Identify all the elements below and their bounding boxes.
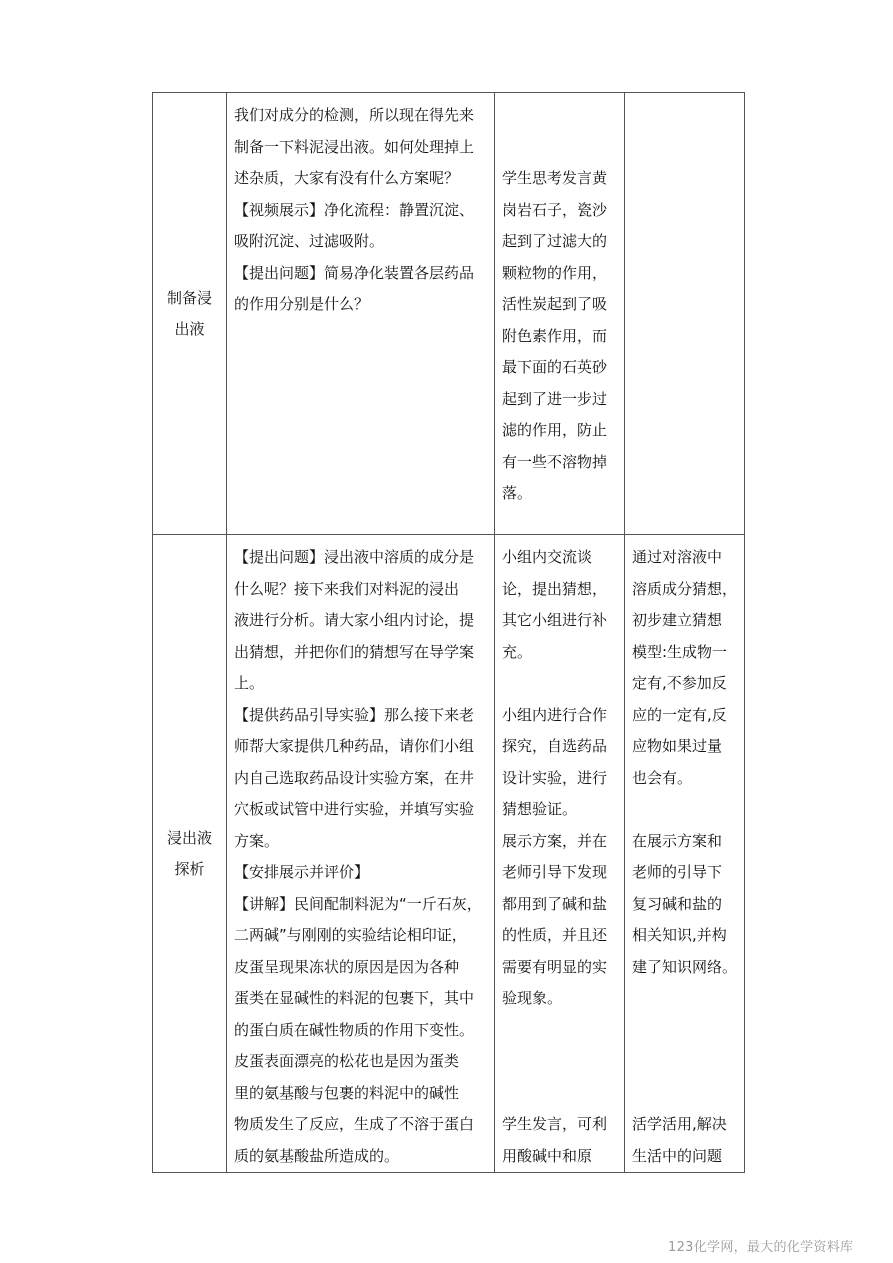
text-line: 用酸碱中和原 (502, 1146, 593, 1165)
text-line: 老师引导下发现 (502, 863, 608, 881)
text-line: 设计实验，进行 (502, 768, 608, 787)
text-line: 质的氨基酸盐所造成的。 (234, 1146, 400, 1165)
blank-line (632, 983, 738, 1015)
text-line: 皮蛋表面漂亮的松花也是因为蛋类 (234, 1052, 460, 1070)
text-line: 相关知识,并构 (632, 926, 727, 944)
text-line: 模型:生成物一 (632, 642, 728, 661)
blank-line (502, 668, 618, 700)
blank-line (502, 1015, 618, 1047)
text-line: 有一些不溶物掉 (502, 452, 608, 471)
design-intent-cell (625, 535, 745, 1173)
text-line: 活学活用,解决 (632, 1115, 727, 1133)
text-line: 方案。 (234, 831, 280, 850)
stage-cell (153, 93, 227, 535)
text-line: 小组内交流谈 (502, 548, 593, 566)
blank-line (632, 794, 738, 826)
text-line: 【提出问题】简易净化装置各层药品 (234, 263, 475, 282)
text-line: 初步建立猜想 (632, 611, 723, 629)
text-line: 附色素作用，而 (502, 326, 608, 345)
text-line: 定有,不参加反 (632, 674, 727, 692)
text-line: 生活中的问题 (632, 1146, 723, 1165)
stage-label-line: 浸出液 (166, 828, 212, 847)
text-line: 最下面的石英砂 (502, 358, 608, 376)
text-line: 老师的引导下 (632, 863, 723, 881)
text-line: 皮蛋呈现果冻状的原因是因为各种 (234, 957, 460, 976)
blank-line (502, 1046, 618, 1078)
text-line: 师帮大家提供几种药品，请你们小组 (234, 737, 475, 755)
text-line: 上。 (234, 674, 265, 692)
text-line: 小组内进行合作 (502, 705, 608, 724)
text-line: 蛋类在显碱性的料泥的包裹下，其中 (234, 989, 475, 1007)
text-line: 也会有。 (632, 768, 693, 787)
blank-line (632, 1078, 738, 1110)
text-line: 的作用分别是什么？ (234, 295, 370, 313)
text-line: 学生思考发言黄 (502, 169, 608, 187)
text-line: 岗岩石子，瓷沙 (502, 200, 608, 219)
text-line: 里的氨基酸与包裹的料泥中的碱性 (234, 1083, 460, 1102)
design-intent-cell (625, 93, 745, 535)
text-line: 【视频展示】净化流程：静置沉淀、 (234, 200, 475, 219)
stage-label-line: 探析 (174, 859, 205, 878)
text-line: 应的一定有,反 (632, 705, 727, 724)
student-activity-cell (495, 535, 625, 1173)
student-activity-cell (495, 93, 625, 535)
text-line: 述杂质，大家有没有什么方案呢？ (234, 169, 460, 187)
text-line: 【安排展示并评价】 (234, 863, 370, 881)
text-line: 内自己选取药品设计实验方案，在井 (234, 768, 475, 787)
text-line: 滤的作用，防止 (502, 421, 608, 439)
blank-line (632, 1015, 738, 1047)
text-line: 【讲解】民间配制料泥为“一斤石灰， (234, 894, 482, 913)
text-line: 充。 (502, 642, 533, 661)
text-line: 吸附沉淀、过滤吸附。 (234, 232, 385, 250)
text-line: 复习碱和盐的 (632, 894, 723, 913)
text-line: 出猜想，并把你们的猜想写在导学案 (234, 642, 475, 661)
stage-cell (153, 535, 227, 1173)
text-line: 我们对成分的检测，所以现在得先来 (234, 106, 475, 124)
text-line: 验现象。 (502, 989, 563, 1007)
text-line: 建了知识网络。 (632, 957, 738, 976)
text-line: 溶质成分猜想， (632, 579, 738, 598)
text-line: 液进行分析。请大家小组内讨论，提 (234, 611, 475, 629)
text-line: 探究，自选药品 (502, 737, 608, 755)
table-row-analysis (153, 535, 745, 1173)
lesson-plan-table (152, 92, 745, 1173)
stage-label-line: 制备浸 (166, 288, 212, 307)
text-line: 物质发生了反应，生成了不溶于蛋白 (234, 1115, 475, 1133)
teacher-activity-cell (227, 535, 495, 1173)
text-line: 猜想验证。 (502, 800, 578, 818)
text-line: 【提供药品引导实验】那么接下来老 (234, 705, 475, 724)
text-line: 论，提出猜想， (502, 579, 608, 598)
text-line: 需要有明显的实 (502, 957, 608, 976)
stage-label-line: 出液 (174, 319, 205, 338)
text-line: 应物如果过量 (632, 737, 723, 755)
text-line: 什么呢？接下来我们对料泥的浸出 (234, 579, 460, 598)
blank-line (502, 1078, 618, 1110)
text-line: 制备一下料泥浸出液。如何处理掉上 (234, 137, 475, 156)
text-line: 活性炭起到了吸 (502, 295, 608, 313)
text-line: 穴板或试管中进行实验，并填写实验 (234, 800, 475, 818)
text-line: 的蛋白质在碱性物质的作用下变性。 (234, 1020, 475, 1039)
text-line: 的性质，并且还 (502, 926, 608, 944)
text-line: 都用到了碱和盐 (502, 894, 608, 913)
table-row-prepare (153, 93, 745, 535)
text-line: 在展示方案和 (632, 831, 723, 850)
text-line: 【提出问题】浸出液中溶质的成分是 (234, 548, 475, 566)
text-line: 颗粒物的作用， (502, 263, 608, 282)
text-line: 起到了过滤大的 (502, 232, 608, 250)
text-line: 二两碱”与刚刚的实验结论相印证， (234, 926, 467, 944)
text-line: 学生发言，可利 (502, 1115, 608, 1133)
text-line: 其它小组进行补 (502, 611, 608, 629)
text-line: 展示方案，并在 (502, 831, 608, 850)
blank-line (632, 1046, 738, 1078)
text-line: 落。 (502, 484, 533, 502)
text-line: 通过对溶液中 (632, 548, 723, 566)
teacher-activity-cell (227, 93, 495, 535)
site-watermark: 123化学网，最大的化学资料库 (668, 1240, 854, 1255)
text-line: 起到了进一步过 (502, 389, 608, 408)
